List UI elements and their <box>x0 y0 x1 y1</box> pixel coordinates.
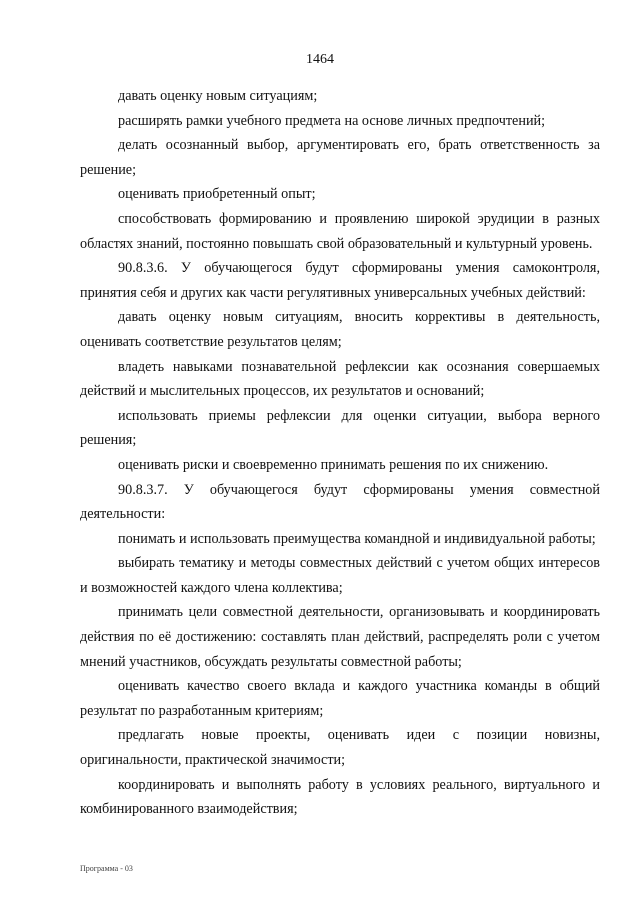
paragraph: оценивать качество своего вклада и каждого участника команды в общий результат по разработанным критериям; <box>80 678 600 719</box>
paragraph: выбирать тематику и методы совместных действий с учетом общих интересов и возможностей каждого члена коллектива; <box>80 555 600 596</box>
paragraph: использовать приемы рефлексии для оценки ситуации, выбора верного решения; <box>80 407 600 449</box>
paragraph: 90.8.3.7. У обучающегося будут сформированы умения совместной деятельности: <box>80 481 600 523</box>
paragraph: оценивать приобретенный опыт; <box>118 186 316 203</box>
document-body <box>80 84 600 822</box>
paragraph: предлагать новые проекты, оценивать идеи с позиции новизны, оригинальности, практической значимости; <box>80 727 600 769</box>
paragraph: принимать цели совместной деятельности, организовывать и координировать действия по её достижению: составлять план действий, распределять роли с учетом мнений участников, обсуждать результаты совместной работы; <box>80 604 600 670</box>
page-number: 1464 <box>306 52 334 67</box>
paragraph: 90.8.3.6. У обучающегося будут сформированы умения самоконтроля, принятия себя и других как части регулятивных универсальных учебных действий: <box>80 260 600 301</box>
paragraph: давать оценку новым ситуациям; <box>118 88 318 104</box>
paragraph: владеть навыками познавательной рефлексии как осознания совершаемых действий и мыслительных процессов, их результатов и оснований; <box>80 358 600 400</box>
paragraph: координировать и выполнять работу в условиях реального, виртуального и комбинированного взаимодействия; <box>80 776 600 818</box>
paragraph: делать осознанный выбор, аргументировать его, брать ответственность за решение; <box>80 137 600 178</box>
paragraph: расширять рамки учебного предмета на основе личных предпочтений; <box>118 112 546 129</box>
paragraph: способствовать формированию и проявлению широкой эрудиции в разных областях знаний, постоянно повышать свой образовательный и культурный уровень. <box>80 210 600 252</box>
paragraph: давать оценку новым ситуациям, вносить коррективы в деятельность, оценивать соответствие результатов целям; <box>80 309 600 350</box>
paragraph: понимать и использовать преимущества командной и индивидуальной работы; <box>118 530 596 547</box>
page-footer: Программа - 03 <box>80 864 133 873</box>
paragraph: оценивать риски и своевременно принимать решения по их снижению. <box>118 456 549 473</box>
